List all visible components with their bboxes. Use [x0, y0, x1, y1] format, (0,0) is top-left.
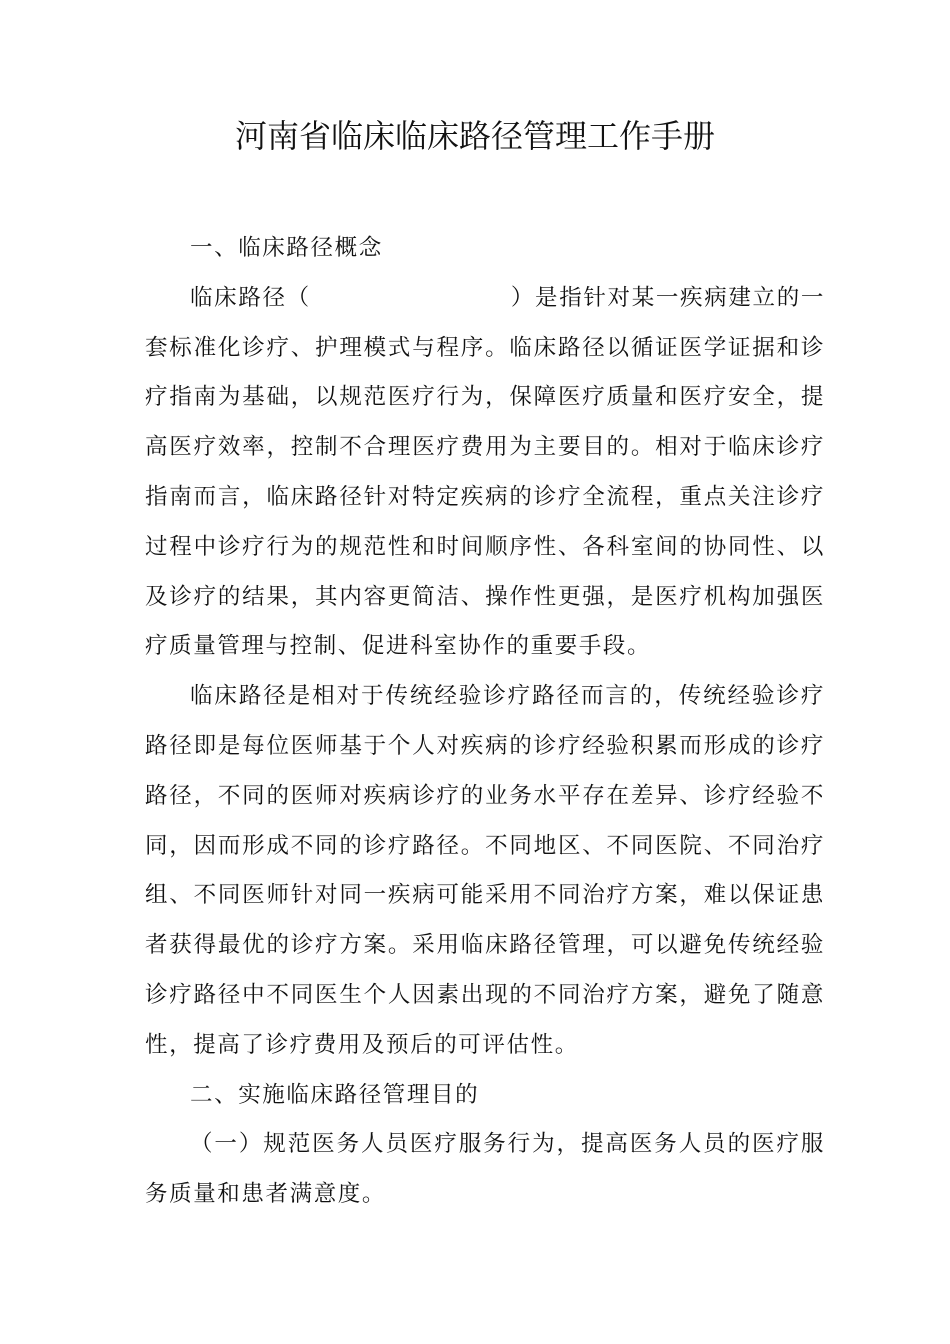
document-body	[145, 224, 825, 1220]
list-item-purpose-1: （一）规范医务人员医疗服务行为，提高医务人员的医疗服务质量和患者满意度。	[145, 1131, 825, 1208]
paragraph-comparison: 临床路径是相对于传统经验诊疗路径而言的，传统经验诊疗路径即是每位医师基于个人对疾病的诊疗经验积累而形成的诊疗路径，不同的医师对疾病诊疗的业务水平存在差异、诊疗经验不同，因而形成不同的诊疗路径。不同地区、不同医院、不同治疗组、不同医师针对同一疾病可能采用不同治疗方案，难以保证患者获得最优的诊疗方案。采用临床路径管理，可以避免传统经验诊疗路径中不同医生个人因素出现的不同治疗方案，避免了随意性，提高了诊疗费用及预后的可评估性。	[145, 683, 825, 1058]
section-heading-concept: 一、临床路径概念	[190, 235, 383, 261]
definition-lead: 临床路径（	[190, 284, 311, 311]
definition-text: ）是指针对某一疾病建立的一套标准化诊疗、护理模式与程序。临床路径以循证医学证据和诊疗指南为基础，以规范医疗行为，保障医疗质量和医疗安全，提高医疗效率，控制不合理医疗费用为主要目的。相对于临床诊疗指南而言，临床路径针对特定疾病的诊疗全流程，重点关注诊疗过程中诊疗行为的规范性和时间顺序性、各科室间的协同性、以及诊疗的结果，其内容更简洁、操作性更强，是医疗机构加强医疗质量管理与控制、促进科室协作的重要手段。	[145, 284, 825, 660]
document-title: 河南省临床临床路径管理工作手册	[234, 117, 715, 155]
section-heading-purpose: 二、实施临床路径管理目的	[190, 1081, 480, 1108]
paragraph-definition	[145, 274, 825, 672]
